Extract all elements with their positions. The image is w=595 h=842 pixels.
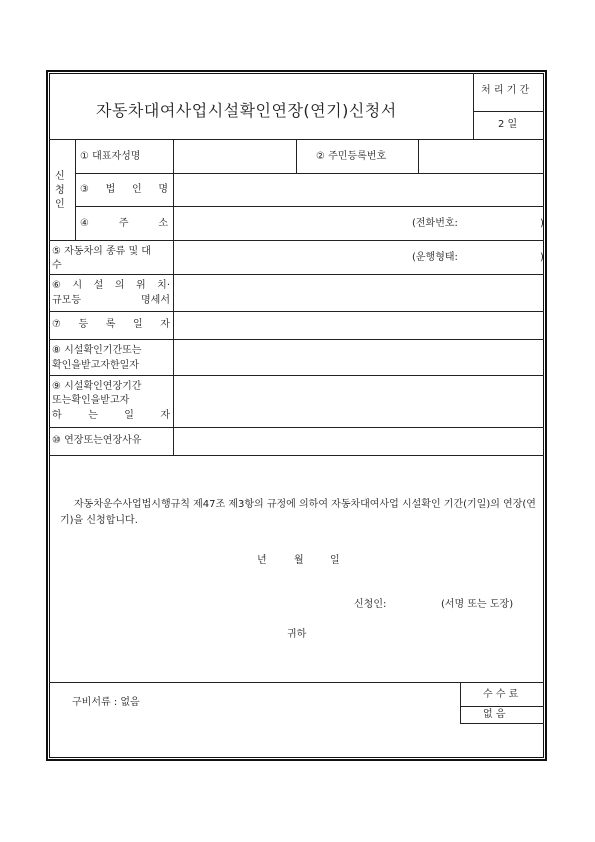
extension-reason-label: ⑩ 연장또는연장사유	[52, 435, 142, 446]
processing-period-label: 처 리 기 간	[481, 85, 530, 96]
form-title: 자동차대여사업시설확인연장(연기)신청서	[96, 101, 397, 120]
divider	[49, 455, 544, 456]
rep-name-label: ① 대표자성명	[80, 151, 141, 162]
processing-period-value: 2 일	[498, 119, 518, 130]
divider	[49, 682, 544, 683]
rep-name-field[interactable]	[174, 140, 295, 172]
close-paren: )	[540, 252, 544, 263]
facility-label: ⑥ 시 설 의 위 치·	[52, 280, 170, 291]
divider	[473, 73, 474, 139]
required-documents: 구비서류 : 없음	[72, 697, 140, 708]
resident-number-field[interactable]	[419, 140, 543, 172]
vehicle-type-label: ⑤ 자동차의 종류 및 대	[52, 246, 151, 257]
addressee-label: 귀하	[287, 629, 307, 640]
divider	[75, 139, 76, 240]
corp-name-field[interactable]	[174, 174, 543, 205]
close-paren: )	[540, 218, 544, 229]
vehicle-type-field[interactable]	[174, 241, 404, 273]
extension-period-label-cont: 또는확인을받고자	[52, 395, 130, 406]
divider	[460, 682, 461, 723]
phone-label: (전화번호:	[412, 218, 458, 229]
divider	[460, 723, 544, 724]
confirm-period-field[interactable]	[174, 340, 543, 374]
facility-field[interactable]	[174, 275, 543, 310]
divider	[460, 706, 544, 707]
applicant-sign-field[interactable]	[390, 596, 440, 612]
extension-period-label: ⑨ 시설확인연장기간	[52, 381, 142, 392]
divider	[296, 139, 297, 173]
facility-label-cont: 규모등 명세서	[52, 295, 170, 306]
applicant-label-char: 인	[55, 199, 65, 210]
extension-period-field[interactable]	[174, 376, 543, 426]
application-statement: 자동차운수사업법시행규칙 제47조 제3항의 규정에 의하여 자동차대여사업 시설확인 기간(기일)의 연장(연기)을 신청합니다.	[60, 499, 536, 526]
confirm-period-label-cont: 확인을받고자한일자	[52, 360, 139, 371]
registration-date-label: ⑦ 등 록 일 자	[52, 319, 170, 330]
extension-period-label-cont: 하 는 일 자	[52, 410, 170, 421]
applicant-sign-label: 신청인:	[354, 599, 387, 610]
corp-name-label: ③ 법 인 명	[80, 184, 168, 195]
registration-date-field[interactable]	[174, 312, 543, 338]
operation-type-label: (운행형태:	[412, 252, 458, 263]
fee-label: 수 수 료	[483, 689, 519, 700]
address-label: ④ 주 소	[80, 218, 168, 229]
vehicle-type-label-cont: 수	[52, 260, 62, 271]
address-field[interactable]	[174, 207, 404, 239]
confirm-period-label: ⑧ 시설확인기간또는	[52, 345, 142, 356]
applicant-label-char: 신	[55, 171, 65, 182]
date-day: 일	[330, 555, 340, 566]
date-month: 월	[294, 555, 304, 566]
date-year: 년	[257, 555, 267, 566]
divider	[473, 111, 544, 112]
applicant-label-char: 청	[55, 185, 65, 196]
sign-note: (서명 또는 도장)	[441, 599, 514, 610]
resident-number-label: ② 주민등록번호	[316, 151, 387, 162]
fee-value: 없 음	[483, 709, 506, 720]
extension-reason-field[interactable]	[174, 428, 543, 454]
